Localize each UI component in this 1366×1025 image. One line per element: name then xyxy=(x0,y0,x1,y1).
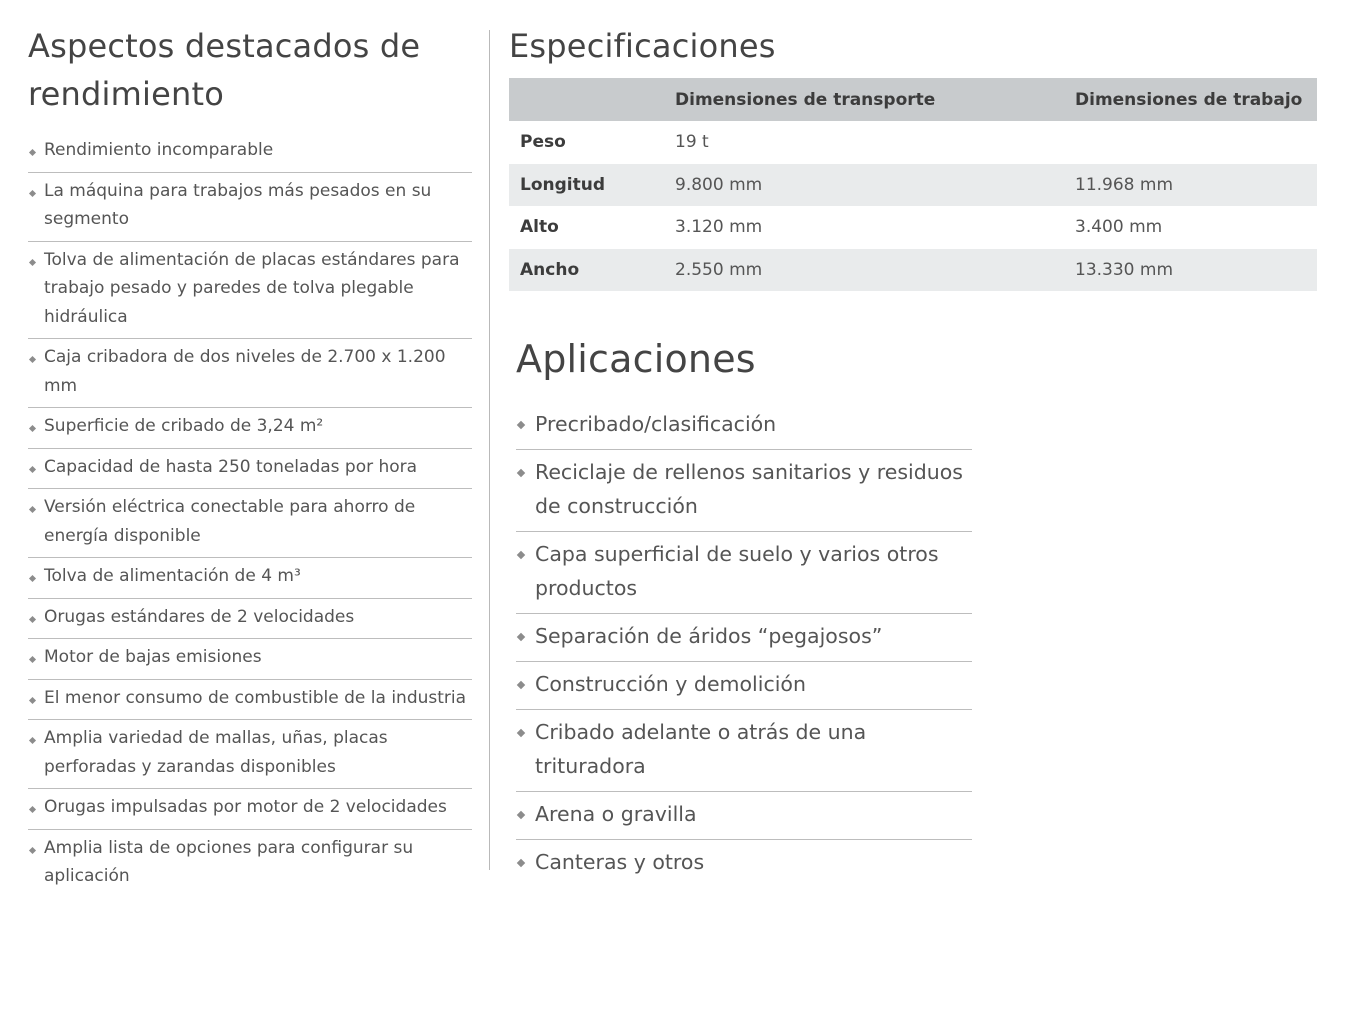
list-item xyxy=(28,449,472,490)
list-item-text: Rendimiento incomparable xyxy=(44,140,274,160)
list-item xyxy=(28,408,472,449)
column-divider xyxy=(489,30,490,870)
specs-title: Especificaciones xyxy=(509,27,776,65)
applications-list xyxy=(516,402,972,887)
spec-label: Longitud xyxy=(509,164,675,207)
highlights-list xyxy=(28,132,472,898)
list-item xyxy=(28,132,472,173)
specs-table xyxy=(509,78,1317,291)
specs-header-transport: Dimensiones de transporte xyxy=(675,78,1075,121)
list-item-text: Orugas impulsadas por motor de 2 velocidades xyxy=(44,797,447,817)
list-item xyxy=(516,614,972,662)
list-item xyxy=(28,789,472,830)
table-row xyxy=(509,249,1317,292)
spec-label: Ancho xyxy=(509,249,675,292)
list-item xyxy=(28,639,472,680)
list-item xyxy=(28,242,472,340)
specs-header-empty xyxy=(509,78,675,121)
list-item xyxy=(28,173,472,242)
diamond-bullet-icon xyxy=(517,469,525,477)
list-item-text: Superficie de cribado de 3,24 m² xyxy=(44,416,324,436)
list-item-text: Precribado/clasificación xyxy=(535,412,777,436)
list-item xyxy=(516,840,972,887)
list-item-text: Amplia variedad de mallas, uñas, placas perforadas y zarandas disponibles xyxy=(44,728,388,777)
list-item xyxy=(516,532,972,614)
spec-transport-value: 9.800 mm xyxy=(675,164,1075,207)
diamond-bullet-icon xyxy=(29,615,36,622)
list-item-text: Reciclaje de rellenos sanitarios y residuos de construcción xyxy=(535,460,963,518)
diamond-bullet-icon xyxy=(29,258,36,265)
diamond-bullet-icon xyxy=(517,859,525,867)
spec-label: Alto xyxy=(520,217,559,238)
list-item xyxy=(28,720,472,789)
highlights-title: Aspectos destacados de rendimiento xyxy=(28,27,421,113)
spec-transport-value: 2.550 mm xyxy=(675,249,1075,292)
list-item-text: Caja cribadora de dos niveles de 2.700 x 1.200 mm xyxy=(44,347,446,396)
table-row xyxy=(509,121,1317,164)
list-item-text: Arena o gravilla xyxy=(535,802,697,826)
diamond-bullet-icon xyxy=(517,421,525,429)
list-item xyxy=(28,558,472,599)
list-item-text: Construcción y demolición xyxy=(535,672,806,696)
diamond-bullet-icon xyxy=(517,633,525,641)
diamond-bullet-icon xyxy=(29,806,36,813)
spec-label: Peso xyxy=(520,132,566,153)
list-item-text: Cribado adelante o atrás de una trituradora xyxy=(535,720,867,778)
list-item-text: Tolva de alimentación de placas estándares para trabajo pesado y paredes de tolva plegable hidráulica xyxy=(44,249,460,327)
list-item-text: Capacidad de hasta 250 toneladas por hora xyxy=(44,456,418,477)
spec-transport-value: 19 t xyxy=(675,132,709,153)
diamond-bullet-icon xyxy=(29,465,36,472)
diamond-bullet-icon xyxy=(517,729,525,737)
list-item-text: El menor consumo de combustible de la industria xyxy=(44,687,467,708)
diamond-bullet-icon xyxy=(29,425,36,432)
diamond-bullet-icon xyxy=(29,737,36,744)
table-row xyxy=(509,206,1317,249)
specs-header-row xyxy=(509,78,1317,121)
diamond-bullet-icon xyxy=(29,575,36,582)
list-item xyxy=(516,402,972,450)
list-item-text: Amplia lista de opciones para configurar su aplicación xyxy=(44,837,414,886)
diamond-bullet-icon xyxy=(29,656,36,663)
list-item xyxy=(516,710,972,792)
list-item xyxy=(28,680,472,721)
list-item xyxy=(28,489,472,558)
diamond-bullet-icon xyxy=(29,506,36,513)
spec-work-value xyxy=(1075,121,1317,164)
diamond-bullet-icon xyxy=(517,811,525,819)
spec-transport-value: 3.120 mm xyxy=(675,217,763,238)
list-item xyxy=(516,450,972,532)
specs-header-work: Dimensiones de trabajo xyxy=(1075,78,1317,121)
spec-work-value: 13.330 mm xyxy=(1075,249,1317,292)
list-item-text: Separación de áridos “pegajosos” xyxy=(535,624,883,648)
diamond-bullet-icon xyxy=(29,356,36,363)
highlights-section xyxy=(28,22,472,898)
list-item xyxy=(516,662,972,710)
list-item-text: Motor de bajas emisiones xyxy=(44,647,262,667)
list-item-text: Versión eléctrica conectable para ahorro de energía disponible xyxy=(44,497,416,546)
spec-work-value: 11.968 mm xyxy=(1075,164,1317,207)
specs-section xyxy=(509,22,1317,291)
diamond-bullet-icon xyxy=(517,681,525,689)
list-item xyxy=(28,830,472,898)
spec-work-value: 3.400 mm xyxy=(1075,217,1163,238)
list-item xyxy=(516,792,972,840)
diamond-bullet-icon xyxy=(29,846,36,853)
list-item-text: Tolva de alimentación de 4 m³ xyxy=(44,566,301,586)
list-item-text: Canteras y otros xyxy=(535,850,705,874)
table-row xyxy=(509,164,1317,207)
list-item-text: La máquina para trabajos más pesados en su segmento xyxy=(44,180,432,229)
diamond-bullet-icon xyxy=(517,551,525,559)
applications-title: Aplicaciones xyxy=(516,337,756,381)
list-item-text: Capa superficial de suelo y varios otros productos xyxy=(535,542,939,600)
list-item xyxy=(28,339,472,408)
applications-section xyxy=(516,334,972,887)
list-item-text: Orugas estándares de 2 velocidades xyxy=(44,606,355,627)
diamond-bullet-icon xyxy=(29,189,36,196)
diamond-bullet-icon xyxy=(29,696,36,703)
list-item xyxy=(28,599,472,640)
diamond-bullet-icon xyxy=(29,149,36,156)
